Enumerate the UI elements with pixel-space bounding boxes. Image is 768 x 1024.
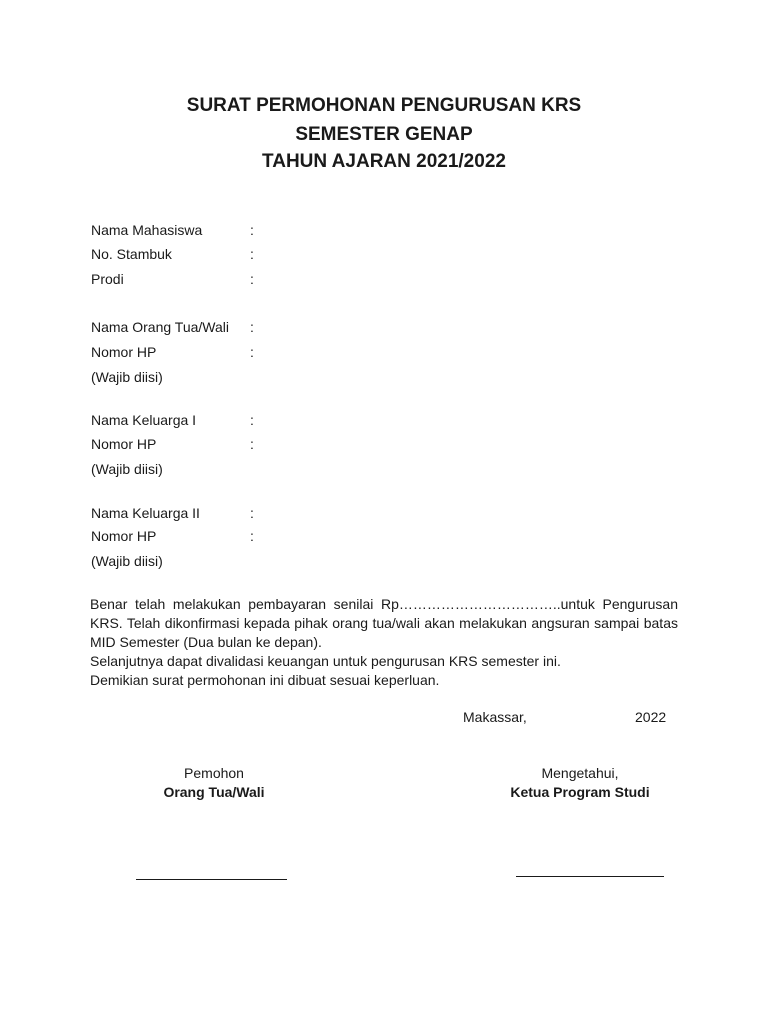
student-stambuk-label: No. Stambuk [91,246,172,262]
student-name-colon: : [250,222,254,238]
family2-phone-colon: : [250,528,254,544]
body-line-1: Benar telah melakukan pembayaran senilai Rp……………………………..untuk Pengurusan [90,596,678,612]
student-prodi-colon: : [250,271,254,287]
applicant-title: Orang Tua/Wali [163,784,265,800]
family1-phone-label: Nomor HP [91,436,157,452]
family2-phone-label: Nomor HP [91,528,157,544]
family2-name-label: Nama Keluarga II [91,505,200,521]
student-stambuk-colon: : [250,246,254,262]
body-line-5: Demikian surat permohonan ini dibuat sesuai keperluan. [90,672,440,688]
acknowledger-title: Ketua Program Studi [510,784,650,800]
applicant-signature-line [136,879,287,880]
document-title-line-1: SURAT PERMOHONAN PENGURUSAN KRS [186,95,582,116]
acknowledger-role: Mengetahui, [541,765,619,781]
family2-name-colon: : [250,505,254,521]
body-line-4: Selanjutnya dapat divalidasi keuangan untuk pengurusan KRS semester ini. [90,653,561,669]
guardian-required-note: (Wajib diisi) [91,369,163,385]
family1-name-colon: : [250,412,254,428]
student-prodi-label: Prodi [91,271,124,287]
body-line-2: KRS. Telah dikonfirmasi kepada pihak orang tua/wali akan melakukan angsuran sampai batas [90,615,678,631]
family1-required-note: (Wajib diisi) [91,461,163,477]
acknowledger-signature-line [516,876,664,877]
document-title-line-2: SEMESTER GENAP [295,124,473,145]
guardian-name-colon: : [250,319,254,335]
family1-name-label: Nama Keluarga I [91,412,197,428]
family2-required-note: (Wajib diisi) [91,553,163,569]
guardian-name-label: Nama Orang Tua/Wali [91,319,229,335]
body-line-3: MID Semester (Dua bulan ke depan). [90,634,322,650]
guardian-phone-colon: : [250,344,254,360]
document-title-line-3: TAHUN AJARAN 2021/2022 [262,151,506,172]
family1-phone-colon: : [250,436,254,452]
signing-year: 2022 [635,709,667,725]
signing-place: Makassar, [463,709,527,725]
guardian-phone-label: Nomor HP [91,344,157,360]
student-name-label: Nama Mahasiswa [91,222,203,238]
applicant-role: Pemohon [184,765,244,781]
